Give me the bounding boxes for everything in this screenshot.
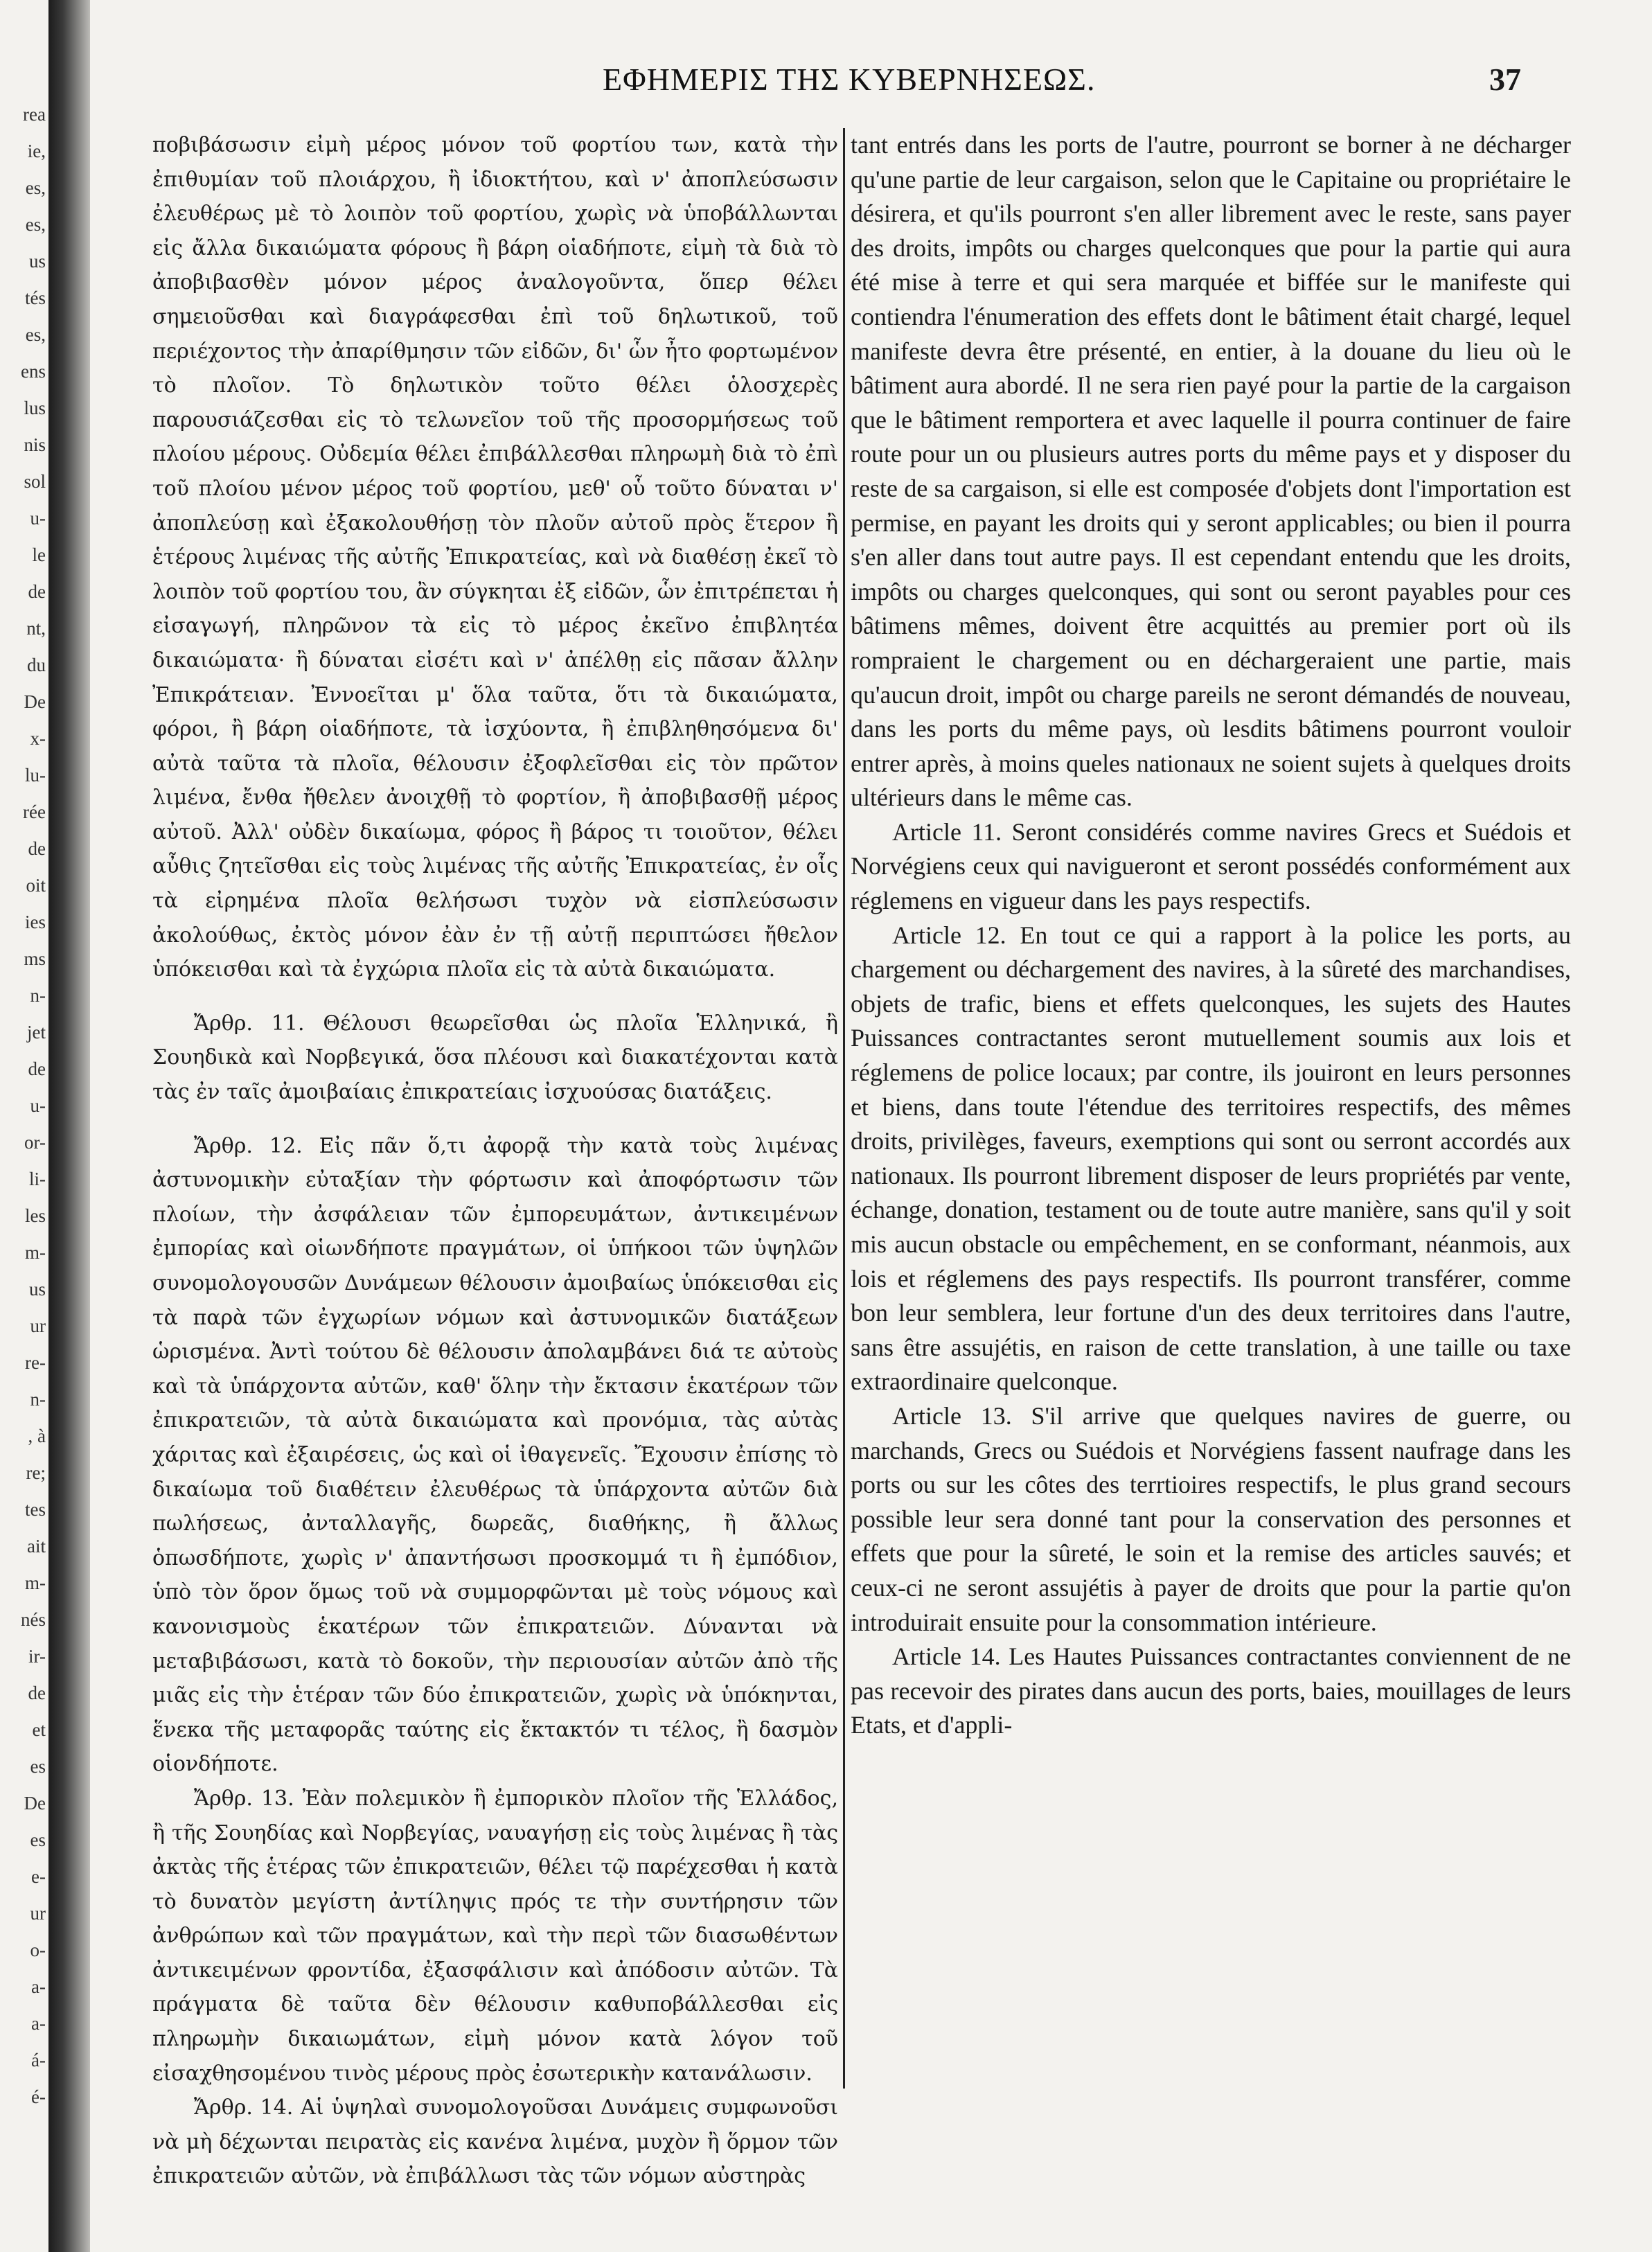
prev-page-fragment: jet [27, 1022, 46, 1043]
prev-page-fragment: ms [24, 948, 46, 969]
french-article-13: Article 13. S'il arrive que quelques navires de guerre, ou marchands, Grecs ou Suédois et Norvégiens fassent naufrage dans les ports ou sur les côtes des terrtioires respectifs, le plus grand secours possible leur sera donné tant pour la conservation des personnes et effets que pour la sûreté, le soin et la remise des articles sauvés; et ceux-ci ne seront assujétis à payer de droits que pour la partie qu'on introduirait ensuite pour la consommation intérieure. [851, 1401, 1571, 1636]
prev-page-fragment: tes [25, 1499, 46, 1520]
prev-page-fragment: tés [25, 287, 46, 308]
prev-page-fragment: u- [30, 508, 46, 529]
prev-page-fragment: es, [25, 177, 46, 198]
prev-page-fragment: us [28, 251, 46, 272]
prev-page-fragment: m- [25, 1572, 46, 1593]
prev-page-fragment: lus [24, 398, 46, 418]
prev-page-fragment: , à [28, 1426, 46, 1446]
prev-page-fragment: nis [24, 434, 46, 455]
prev-page-fragment: ur [30, 1903, 46, 1924]
prev-page-fragment: de [28, 581, 46, 602]
prev-page-fragment: ir- [28, 1646, 46, 1667]
greek-text-column [152, 128, 838, 2194]
prev-page-fragment: x- [30, 728, 46, 749]
prev-page-fragment: nés [21, 1609, 46, 1630]
prev-page-fragment: oit [26, 875, 46, 896]
prev-page-fragment: us [28, 1279, 46, 1300]
french-article-14: Article 14. Les Hautes Puissances contractantes conviennent de ne pas recevoir des pirates dans aucun des ports, baies, mouillages de leurs Etats, et d'appli- [851, 1642, 1571, 1739]
prev-page-fragment: de [28, 1058, 46, 1079]
prev-page-fragment: es [30, 1756, 46, 1777]
prev-page-fragment: sol [24, 471, 46, 492]
prev-page-fragment: De [24, 1793, 46, 1814]
prev-page-fragment: es, [25, 214, 46, 235]
prev-page-fragment: e- [31, 1866, 46, 1887]
prev-page-fragment: du [27, 655, 46, 675]
french-article-11: Article 11. Seront considérés comme navires Grecs et Suédois et Norvégiens ceux qui navigueront et seront possédés conformément aux réglemens en vigueur dans les pays respectifs. [851, 817, 1571, 915]
prev-page-fragment: de [28, 1683, 46, 1703]
greek-article-13: Ἄρθρ. 13. Ἐὰν πολεμικὸν ἢ ἐμπορικὸν πλοῖον τῆς Ἑλλάδος, ἢ τῆς Σουηδίας καὶ Νορβεγίας, ναυαγήσῃ εἰς τοὺς λιμένας ἢ τὰς ἀκτὰς τῆς ἑτέρας τῶν ἐπικρατειῶν, θέλει τῷ παρέχεσθαι ἡ κατὰ τὸ δυνατὸν μεγίστη ἀντίληψις πρός τε τὴν συντήρησιν τῶν ἀνθρώπων καὶ τῶν πραγμάτων, καὶ τὴν περὶ τῶν διασωθέντων ἀντικειμένων φροντίδα, ἐξασφάλισιν καὶ ἀπόδοσιν αὐτῶν. Τὰ πράγματα δὲ ταῦτα δὲν θέλουσιν καθυποβάλλεσθαι εἰς πληρωμὴν δικαιωμάτων, εἰμὴ μόνον κατὰ λόγον τοῦ εἰσαχθησομένου τινὸς μέρους πρὸς ἐσωτερικὴν κατανάλωσιν. [152, 1786, 838, 2086]
prev-page-fragment: é- [31, 2086, 46, 2107]
prev-page-fragment: m- [25, 1242, 46, 1263]
greek-paragraph: ποβιβάσωσιν εἰμὴ μέρος μόνον τοῦ φορτίου των, κατὰ τὴν ἐπιθυμίαν τοῦ πλοιάρχου, ἢ ἰδιοκτήτου, καὶ ν' ἀποπλεύσωσιν ἐλευθέρως μὲ τὸ λοιπὸν τοῦ φορτίου, χωρὶς νὰ ὑποβάλλωνται εἰς ἄλλα δικαιώματα φόρους ἢ βάρη οἱαδήποτε, εἰμὴ τὰ διὰ τὸ ἀποβιβασθὲν μόνον μέρος ἀναλογοῦντα, ὅπερ θέλει σημειοῦσθαι καὶ διαγράφεσθαι ἐπὶ τοῦ δηλωτικοῦ, τοῦ περιέχοντος τὴν ἀπαρίθμησιν τῶν εἰδῶν, δι' ὧν ἦτο φορτωμένον τὸ πλοῖον. Τὸ δηλωτικὸν τοῦτο θέλει ὁλοσχερὲς παρουσιάζεσθαι εἰς τὸ τελωνεῖον τοῦ τῆς προσορμήσεως τοῦ πλοίου μέρους. Οὐδεμία θέλει ἐπιβάλλεσθαι πληρωμὴ διὰ τὸ ἐπὶ τοῦ πλοίου μένον μέρος τοῦ φορτίου, μεθ' οὗ τοῦτο δύναται ν' ἀποπλεύσῃ καὶ ἐξακολουθήσῃ τὸν πλοῦν αὐτοῦ πρὸς ἕτερον ἢ ἑτέρους λιμένας τῆς αὐτῆς Ἐπικρατείας, καὶ νὰ διαθέσῃ ἐκεῖ τὸ λοιπὸν τοῦ φορτίου του, ἂν σύγκηται ἐξ εἰδῶν, ὧν ἐπιτρέπεται ἡ εἰσαγωγή, πληρῶνον τὰ εἰς τὸ μέρος ἐκεῖνο ἐπιβλητέα δικαιώματα· ἢ δύναται εἰσέτι καὶ ν' ἀπέλθῃ εἰς πᾶσαν ἄλλην Ἐπικράτειαν. Ἐννοεῖται μ' ὅλα ταῦτα, ὅτι τὰ δικαιώματα, φόροι, ἢ βάρη οἱαδήποτε, τὰ ἰσχύοντα, ἢ ἐπιβληθησόμενα δι' αὐτὰ ταῦτα τὰ πλοῖα, θέλουσιν ἐξοφλεῖσθαι εἰς τὸν πρῶτον λιμένα, ἔνθα ἤθελεν ἀνοιχθῇ τὸ φορτίον, ἢ ἀποβιβασθῇ μέρος αὐτοῦ. Ἀλλ' οὐδὲν δικαίωμα, φόρος ἢ βάρος τι τοιοῦτον, θέλει αὖθις ζητεῖσθαι εἰς τοὺς λιμένας τῆς αὐτῆς Ἐπικρατείας, ἐν οἷς τὰ εἰρημένα πλοῖα θελήσωσι τυχὸν νὰ εἰσπλεύσωσιν ἀκολούθως, ἐκτὸς μόνον ἐὰν ἐν τῇ αὐτῇ περιπτώσει ἤθελον ὑπόκεισθαι καὶ τὰ ἐγχώρια πλοῖα εἰς τὰ αὐτὰ δικαιώματα. [152, 133, 838, 982]
prev-page-fragment: ie, [27, 141, 46, 161]
greek-article-14: Ἄρθρ. 14. Αἱ ὑψηλαὶ συνομολογοῦσαι Δυνάμεις συμφωνοῦσι νὰ μὴ δέχωνται πειρατὰς εἰς κανένα λιμένα, μυχὸν ἢ ὅρμον τῶν ἐπικρατειῶν αὐτῶν, νὰ ἐπιβάλλωσι τὰς τῶν νόμων αὐστηρὰς [152, 2095, 838, 2189]
page-number: 37 [1489, 62, 1521, 97]
prev-page-fragment: de [28, 838, 46, 859]
prev-page-fragment: le [32, 544, 46, 565]
prev-page-fragment: es, [25, 324, 46, 345]
prev-page-fragment: á- [31, 2050, 46, 2071]
prev-page-fragment: lu- [25, 765, 46, 786]
prev-page-fragment: ies [25, 912, 46, 932]
prev-page-fragment: n- [30, 985, 46, 1006]
prev-page-fragment: ens [21, 361, 46, 382]
prev-page-fragment: or- [24, 1132, 46, 1153]
greek-article-11: Ἄρθρ. 11. Θέλουσι θεωρεῖσθαι ὡς πλοῖα Ἑλληνικά, ἢ Σουηδικὰ καὶ Νορβεγικά, ὅσα πλέουσι καὶ διακατέχονται κατὰ τὰς ἐν ταῖς ἀμοιβαίαις ἐπικρατείαις ἰσχυούσας διατάξεις. [152, 1011, 838, 1105]
prev-page-fragment: rée [23, 801, 46, 822]
prev-page-fragment: u- [30, 1095, 46, 1116]
prev-page-fragment: les [25, 1205, 46, 1226]
prev-page-fragment: re- [25, 1352, 46, 1373]
prev-page-fragment: a- [31, 1976, 46, 1997]
prev-page-fragment: nt, [26, 618, 46, 639]
greek-article-12: Ἄρθρ. 12. Εἰς πᾶν ὅ,τι ἀφορᾷ τὴν κατὰ τοὺς λιμένας ἀστυνομικὴν εὐταξίαν τὴν φόρτωσιν καὶ ἀποφόρτωσιν τῶν πλοίων, τὴν ἀσφάλειαν τῶν ἐμπορευμάτων, ἀντικειμένων ἐμπορίας καὶ οἱωνδήποτε πραγμάτων, οἱ ὑπήκοοι τῶν ὑψηλῶν συνομολογουσῶν Δυνάμεων θέλουσιν ἀμοιβαίως ὑπόκεισθαι εἰς τὰ παρὰ τῶν ἐγχωρίων νόμων καὶ ἀστυνομικῶν διατάξεων ὡρισμένα. Ἀντὶ τούτου δὲ θέλουσιν ἀπολαμβάνει διά τε αὐτοὺς καὶ τὰ ὑπάρχοντα αὐτῶν, καθ' ὅλην τὴν ἔκτασιν ἑκατέρων τῶν ἐπικρατειῶν, τὰ αὐτὰ δικαιώματα καὶ προνόμια, τὰς αὐτὰς χάριτας καὶ ἐξαιρέσεις, ὡς καὶ οἱ ἰθαγενεῖς. Ἔχουσιν ἐπίσης τὸ δικαίωμα τοῦ διαθέτειν ἐλευθέρως τὰ ὑπάρχοντα αὐτῶν διὰ πωλήσεως, ἀνταλλαγῆς, δωρεᾶς, διαθήκης, ἢ ἄλλως ὁπωσδήποτε, χωρὶς ν' ἀπαντήσωσι προσκομμά τι ἢ ἐμπόδιον, ὑπὸ τὸν ὅρον ὅμως τοῦ νὰ συμμορφῶνται μὲ τοὺς νόμους καὶ κανονισμοὺς ἑκατέρων τῶν ἐπικρατειῶν. Δύνανται νὰ μεταβιβάσωσι, κατὰ τὸ δοκοῦν, τὴν περιουσίαν αὐτῶν ἀπὸ τῆς μιᾶς εἰς τὴν ἑτέραν τῶν δύο ἐπικρατειῶν, χωρὶς νὰ ὑπόκηνται, ἕνεκα τῆς μεταφορᾶς ταύτης εἰς ἔκτακτόν τι τέλος, ἢ δασμὸν οἱονδήποτε. [152, 1133, 838, 1777]
prev-page-fragment: li- [29, 1169, 46, 1189]
prev-page-fragment: n- [30, 1389, 46, 1410]
prev-page-fragment: es [30, 1829, 46, 1850]
prev-page-fragment: re; [26, 1462, 46, 1483]
prev-page-fragment: rea [23, 104, 46, 125]
prev-page-fragment: ur [30, 1315, 46, 1336]
french-paragraph: tant entrés dans les ports de l'autre, pourront se borner à ne décharger qu'une partie de leur cargaison, selon que le Capitaine ou propriétaire le désirera, et qu'ils pourront s'en aller librement avec le reste, sans payer des droits, impôts ou charges quelconques que pour la partie qui aura été mise à terre et qui sera marquée et biffée sur le manifeste qui contiendra l'énumeration des effets dont le bâtiment était chargé, lequel manifeste devra être présenté, en entier, à la douane du lieu où le bâtiment aura abordé. Il ne sera rien payé pour la partie de la cargaison que le bâtiment remportera et avec laquelle il pourra continuer de faire route pour un ou plusieurs autres ports du même pays et y disposer du reste de sa cargaison, si elle est composée d'objets dont l'importation est permise, en payant les droits qui y seront applicables; ou bien il pourra s'en aller dans tout autre pays. Il est cependant entendu que les droits, impôts ou charges quelconques, qui sont ou seront payables pour ces bâtimens mêmes, doivent être acquittés au premier port où ils rompraient le chargement ou en déchargeraient une partie, mais qu'aucun droit, impôt ou charge pareils ne seront démandés de nouveau, dans les ports du même pays, où lesdits bâtimens pourront vouloir entrer après, à moins queles nationaux ne soient sujets à quelques droits ultérieurs dans le même cas. [851, 131, 1571, 812]
page-header-title: ΕΦΗΜΕΡΙΣ ΤΗΣ ΚΥΒΕΡΝΗΣΕΩΣ. [603, 62, 1096, 97]
prev-page-fragment: o- [30, 1940, 46, 1960]
binding-gutter [48, 0, 90, 2252]
french-article-12: Article 12. En tout ce qui a rapport à la police les ports, au chargement ou déchargement des navires, à la sûreté des marchandises, objets de trafic, biens et effets quelconques, les sujets des Hautes Puissances contractantes seront mutuellement soumis aux lois et réglemens de police locaux; par contre, ils jouiront en leurs personnes et biens, dans toute l'étendue des territoires respectifs, des mêmes droits, privilèges, faveurs, exemptions qui sont ou serront accordés aux nationaux. Ils pourront librement disposer de leurs propriétés par vente, échange, donation, testament ou de toute autre manière, sans qu'il y soit mis aucun obstacle ou empêchement, en se conformant, néanmois, aux lois et réglemens des pays respectifs. Ils pourront transférer, comme bon leur semblera, leur fortune d'un des deux territoires dans l'autre, sans être assujétis, en raison de cette translation, à une taille ou taxe extraordinaire quelconque. [851, 921, 1571, 1396]
prev-page-fragment: De [24, 691, 46, 712]
french-text-column [851, 128, 1571, 1743]
prev-page-fragment: et [32, 1719, 46, 1740]
column-divider [843, 128, 845, 2089]
previous-page-edge [0, 104, 48, 2147]
prev-page-fragment: ait [27, 1536, 46, 1557]
prev-page-fragment: a- [31, 2013, 46, 2034]
